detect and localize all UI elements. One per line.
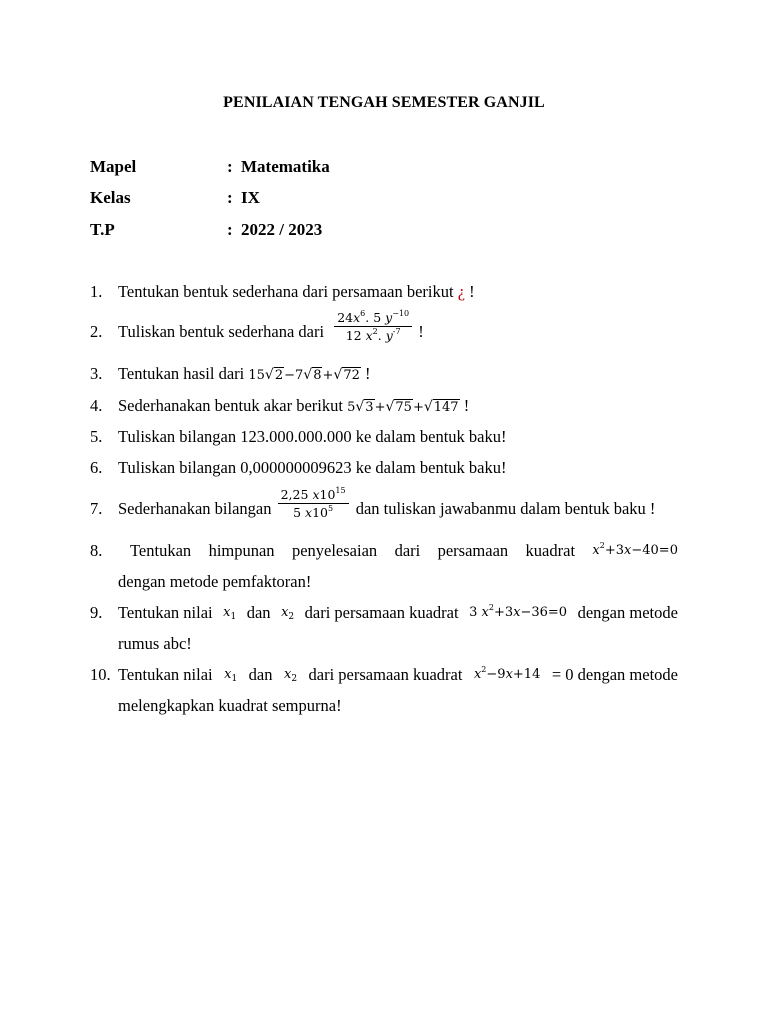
question-number: 2. xyxy=(90,322,103,341)
question-number: 4. xyxy=(90,396,103,415)
question-text: Tentukan hasil dari xyxy=(118,364,245,383)
conjunction: dan xyxy=(248,665,273,684)
question-number: 6. xyxy=(90,458,103,477)
question-text: Tuliskan bentuk sederhana dari xyxy=(118,322,325,341)
meta-separator: : xyxy=(227,220,233,239)
question-number: 1. xyxy=(90,282,103,301)
word: Tentukan xyxy=(130,541,192,560)
meta-value: IX xyxy=(241,188,260,207)
question-text: Tuliskan bilangan 0,000000009623 ke dalam bentuk baku! xyxy=(118,458,507,477)
question-end: ! xyxy=(418,322,424,341)
meta-separator: : xyxy=(227,157,233,176)
meta-label: Mapel xyxy=(90,157,137,176)
question-text: Tentukan nilai xyxy=(118,665,213,684)
math-expression: 15√2−7√8+√72 xyxy=(248,367,360,383)
math-expression: 5√3+√75+√147 xyxy=(347,399,459,415)
word: dari xyxy=(394,541,421,560)
question-text: Sederhanakan bilangan xyxy=(118,499,272,518)
variable-x2: $x_2$ xyxy=(283,667,298,684)
word: persamaan xyxy=(437,541,509,560)
question-continuation: dengan metode pemfaktoran! xyxy=(118,572,312,591)
variable-x1: $x_1$ xyxy=(224,667,238,684)
conjunction: dan xyxy=(246,603,271,622)
meta-separator: : xyxy=(227,188,233,207)
meta-label: Kelas xyxy=(90,188,131,207)
math-expression: $x^2+3x-40=0$ xyxy=(592,541,678,558)
question-after-text: = 0 dengan metode xyxy=(551,665,678,684)
question-number: 7. xyxy=(90,499,103,518)
question-text: Sederhanakan bentuk akar berikut xyxy=(118,396,343,415)
fraction-numerator: $24x^6$. 5 $y^{-10}$ xyxy=(334,310,412,327)
question-text-mid: dari persamaan kuadrat xyxy=(308,665,463,684)
word: himpunan xyxy=(208,541,275,560)
question-end: ! xyxy=(364,364,371,383)
math-expression: 3 $x^2+3x-36=0$ xyxy=(469,603,568,620)
question-number: 5. xyxy=(90,427,103,446)
math-expression: $x^2-9x+14$ xyxy=(473,665,541,682)
question-number: 8. xyxy=(90,541,103,560)
variable-x2: $x_2$ xyxy=(281,605,295,622)
question-number: 9. xyxy=(90,603,103,622)
question-continuation: melengkapkan kuadrat sempurna! xyxy=(118,696,342,715)
question-text: Tuliskan bilangan 123.000.000.000 ke dalam bentuk baku! xyxy=(118,427,507,446)
question-continuation: rumus abc! xyxy=(118,634,192,653)
question-end: ! xyxy=(469,282,475,301)
page-title: PENILAIAN TENGAH SEMESTER GANJIL xyxy=(223,94,545,111)
question-after-text: dan tuliskan jawabanmu dalam bentuk baku ! xyxy=(355,499,656,518)
meta-label: T.P xyxy=(90,220,115,239)
question-after-text: dengan metode xyxy=(577,603,678,622)
meta-value: 2022 / 2023 xyxy=(241,220,323,239)
question-number: 3. xyxy=(90,364,103,383)
question-end: ! xyxy=(463,396,470,415)
word: kuadrat xyxy=(525,541,576,560)
question-number: 10. xyxy=(90,665,111,684)
question-text: Tentukan nilai xyxy=(118,603,213,622)
fraction-numerator: 2,25 $x10^{15}$ xyxy=(278,487,349,504)
word: penyelesaian xyxy=(291,541,378,560)
question-text: Tentukan bentuk sederhana dari persamaan berikut xyxy=(118,282,454,301)
meta-value: Matematika xyxy=(241,157,330,176)
fraction-denominator: 5 $x10^5$ xyxy=(293,503,334,520)
symbol-inverted-question: ¿ xyxy=(457,282,466,301)
fraction-denominator: 12 $x^2$. $y^{-7}$ xyxy=(345,326,401,343)
math-fraction xyxy=(278,487,349,520)
variable-x1: $x_1$ xyxy=(223,605,237,622)
math-fraction xyxy=(334,310,412,343)
question-text-mid: dari persamaan kuadrat xyxy=(304,603,459,622)
